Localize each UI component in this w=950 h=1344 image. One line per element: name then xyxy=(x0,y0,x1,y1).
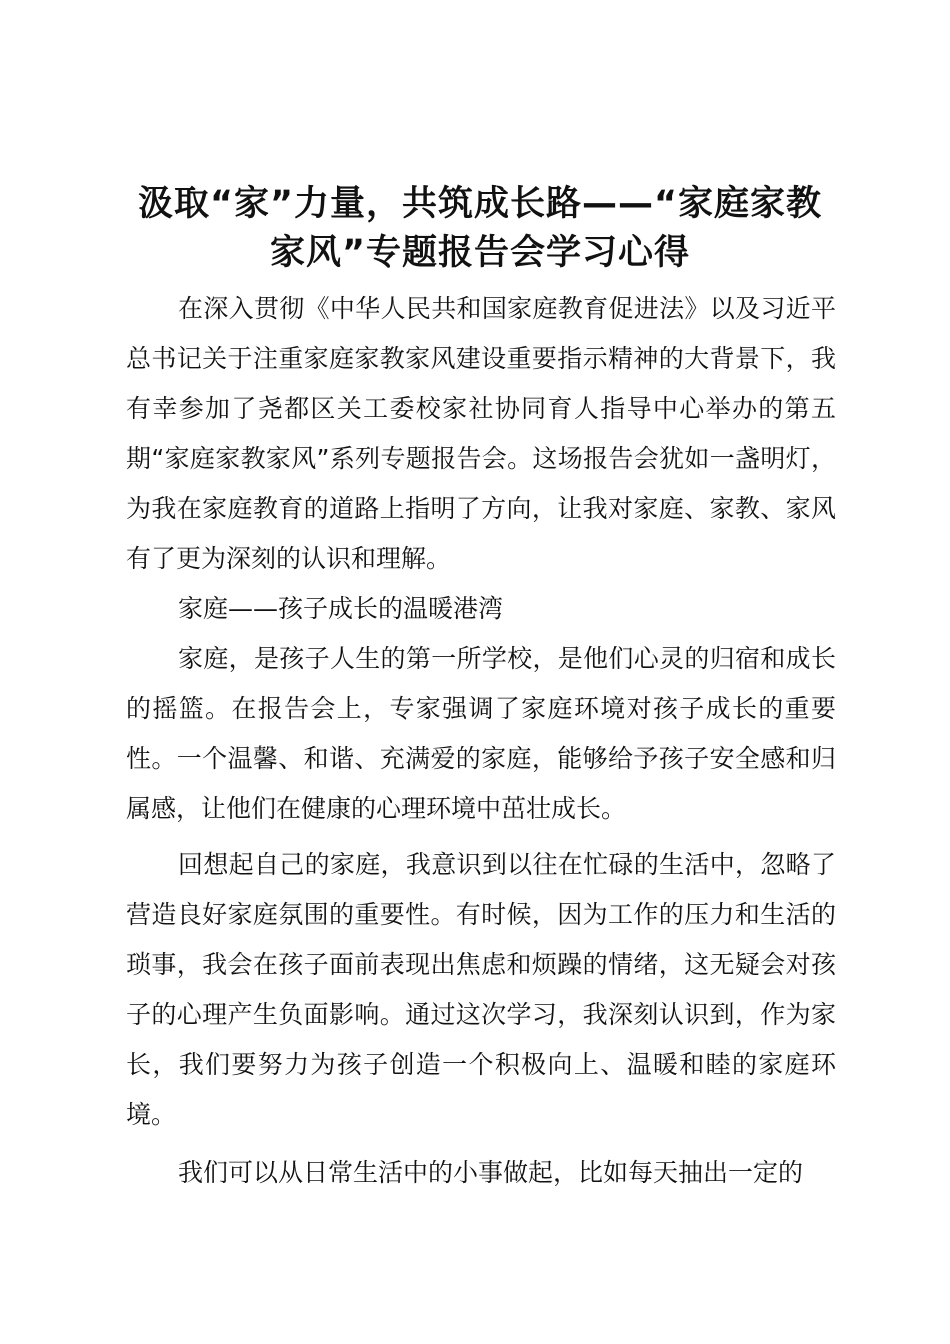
section-heading-family: 家庭——孩子成长的温暖港湾 xyxy=(178,594,504,623)
paragraph-reflection: 回想起自己的家庭，我意识到以往在忙碌的生活中，忽略了营造良好家庭氛围的重要性。有时候，因为工作的压力和生活的琐事，我会在孩子面前表现出焦虑和烦躁的情绪，这无疑会对孩子的心理产生负面影响。通过这次学习，我深刻认识到，作为家长，我们要努力为孩子创造一个积极向上、温暖和睦的家庭环境。 xyxy=(126,850,836,1129)
paragraph-daily-life: 我们可以从日常生活中的小事做起，比如每天抽出一定的 xyxy=(178,1158,804,1187)
paragraph-family: 家庭，是孩子人生的第一所学校，是他们心灵的归宿和成长的摇篮。在报告会上，专家强调了家庭环境对孩子成长的重要性。一个温馨、和谐、充满爱的家庭，能够给予孩子安全感和归属感，让他们在健康的心理环境中茁壮成长。 xyxy=(126,644,836,823)
title-line-2: 家风”专题报告会学习心得 xyxy=(269,233,690,273)
paragraph-intro: 在深入贯彻《中华人民共和国家庭教育促进法》以及习近平总书记关于注重家庭家教家风建设重要指示精神的大背景下，我有幸参加了尧都区关工委校家社协同育人指导中心举办的第五期“家庭家教家风”系列专题报告会。这场报告会犹如一盏明灯，为我在家庭教育的道路上指明了方向，让我对家庭、家教、家风有了更为深刻的认识和理解。 xyxy=(126,294,836,573)
title-line-1: 汲取“家”力量，共筑成长路——“家庭家教 xyxy=(137,184,822,224)
document-title xyxy=(100,180,860,278)
document-body xyxy=(126,284,836,1198)
